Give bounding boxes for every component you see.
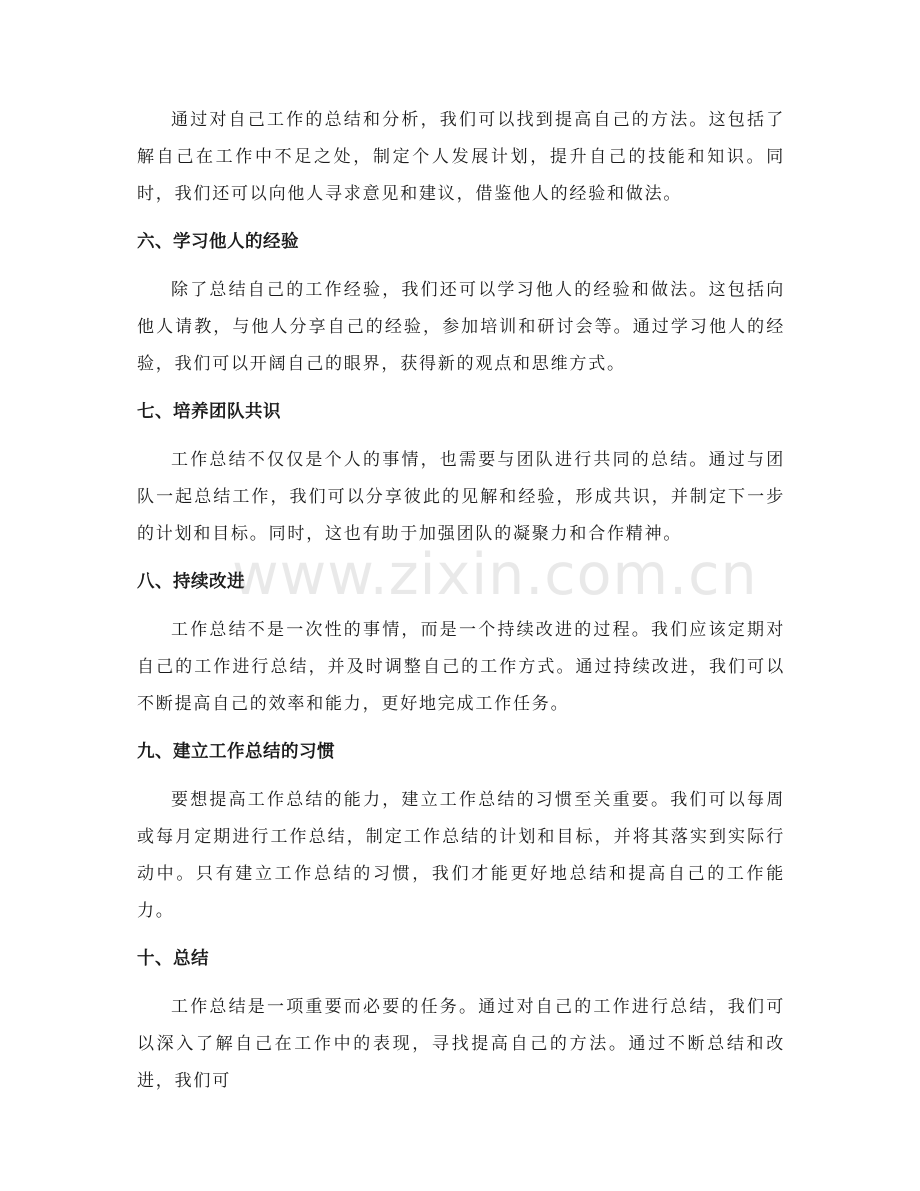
section-heading: 十、总结 <box>137 949 209 969</box>
spacer <box>137 723 785 737</box>
spacer <box>137 767 785 782</box>
section-9 <box>137 737 785 944</box>
section-paragraph: 工作总结是一项重要而必要的任务。通过对自己的工作进行总结，我们可以深入了解自己在工作中的表现，寻找提高自己的方法。通过不断总结和改进，我们可 <box>137 997 785 1091</box>
section-paragraph: 工作总结不是一次性的事情，而是一个持续改进的过程。我们应该定期对自己的工作进行总结，并及时调整自己的工作方式。通过持续改进，我们可以不断提高自己的效率和能力，更好地完成工作任务。 <box>137 620 785 714</box>
spacer <box>137 553 785 567</box>
spacer <box>137 930 785 944</box>
intro-paragraph: 通过对自己工作的总结和分析，我们可以找到提高自己的方法。这包括了解自己在工作中不足之处，制定个人发展计划，提升自己的技能和知识。同时，我们还可以向他人寻求意见和建议，借鉴他人的经验和做法。 <box>137 110 785 204</box>
section-10 <box>137 944 785 1100</box>
section-7 <box>137 397 785 567</box>
section-6 <box>137 227 785 397</box>
spacer <box>137 974 785 989</box>
section-paragraph: 除了总结自己的工作经验，我们还可以学习他人的经验和做法。这包括向他人请教，与他人分享自己的经验，参加培训和研讨会等。通过学习他人的经验，我们可以开阔自己的眼界，获得新的观点和思维方式。 <box>137 280 785 374</box>
watermark: www.zixin.com.cn <box>232 542 758 608</box>
spacer <box>137 427 785 442</box>
spacer <box>137 383 785 397</box>
section-8 <box>137 567 785 737</box>
section-heading: 八、持续改进 <box>137 572 245 592</box>
section-heading: 七、培养团队共识 <box>137 402 281 422</box>
section-paragraph: 要想提高工作总结的能力，建立工作总结的习惯至关重要。我们可以每周或每月定期进行工作总结，制定工作总结的计划和目标，并将其落实到实际行动中。只有建立工作总结的习惯，我们才能更好地总结和提高自己的工作能力。 <box>137 790 785 921</box>
section-heading: 六、学习他人的经验 <box>137 232 299 252</box>
section-heading: 九、建立工作总结的习惯 <box>137 742 335 762</box>
spacer <box>137 213 785 227</box>
document-body <box>137 102 785 1100</box>
section-paragraph: 工作总结不仅仅是个人的事情，也需要与团队进行共同的总结。通过与团队一起总结工作，我们可以分享彼此的见解和经验，形成共识，并制定下一步的计划和目标。同时，这也有助于加强团队的凝聚力和合作精神。 <box>137 450 785 544</box>
spacer <box>137 597 785 612</box>
spacer <box>137 257 785 272</box>
